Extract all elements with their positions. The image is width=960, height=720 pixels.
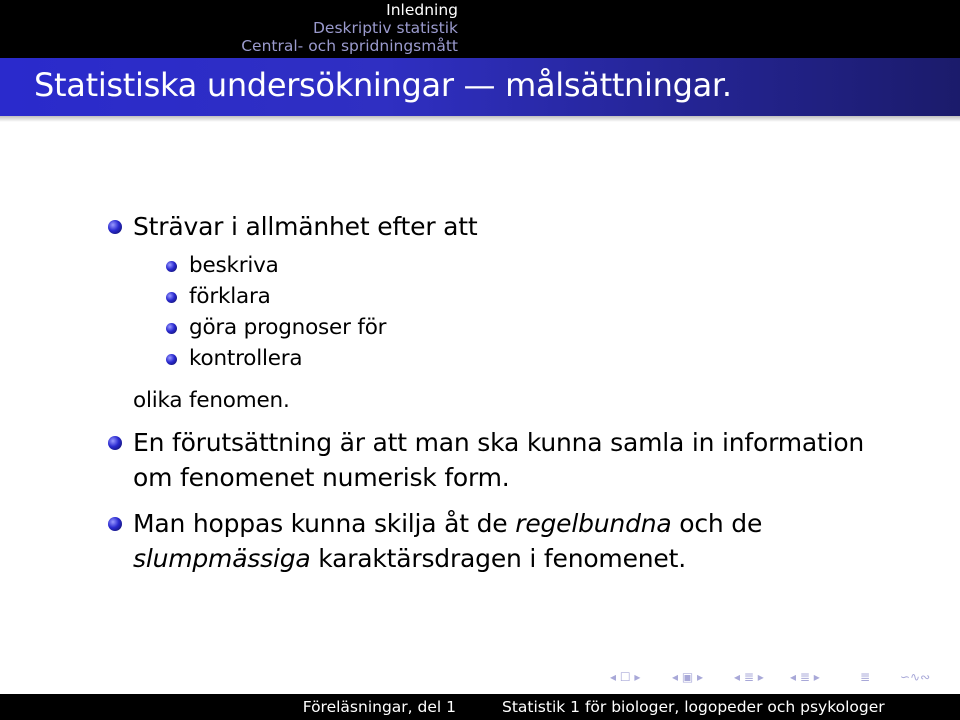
bullet-3-line-1 [133,509,762,538]
sub-bullet-ball-icon [166,323,177,334]
outline-nav-icon[interactable]: ◂ ≣ ▸ [790,670,820,684]
frame-nav-icon[interactable]: ◂ ☐ ▸ [610,670,641,684]
header-bar [0,0,960,58]
sub-item-beskriva: beskriva [189,253,279,278]
search-icon[interactable]: ∽∿∾ [900,670,931,684]
bullet-2-line-1: En förutsättning är att man ska kunna samla in information [133,428,865,457]
frame-title-bar [0,58,960,116]
subsection-nav-icon[interactable]: ◂ ▣ ▸ [672,670,704,684]
footer-course-title: Statistik 1 för biologer, logopeder och psykologer [502,698,885,716]
section-link-deskriptiv[interactable]: Deskriptiv statistik [313,19,458,37]
section-nav-icon[interactable]: ◂ ≣ ▸ [734,670,764,684]
slide-content [0,116,960,666]
bullet-3-line-2 [133,544,686,573]
bullet-3-pre: Man hoppas kunna skilja åt de [133,509,508,538]
section-navigation [0,0,480,58]
emphasis-slumpmassiga: slumpmässiga [133,544,311,573]
sub-bullet-ball-icon [166,292,177,303]
bullet-ball-icon [108,220,122,234]
frame-title: Statistiska undersökningar — målsättningar. [34,66,732,104]
bullet-3-post: och de [679,509,763,538]
bullet-3-rest: karaktärsdragen i fenomenet. [318,544,686,573]
sub-item-kontrollera: kontrollera [189,346,303,371]
footer-lecture-title: Föreläsningar, del 1 [302,698,456,716]
sub-item-prognoser: göra prognoser för [189,315,387,340]
align-icon[interactable]: ≣ [860,670,871,684]
bullet-ball-icon [108,517,122,531]
section-link-central[interactable]: Central- och spridningsmått [241,37,458,55]
bullet-ball-icon [108,436,122,450]
bullet-1-tail: olika fenomen. [133,388,290,413]
bullet-1-text: Strävar i allmänhet efter att [133,212,478,241]
footer-bar [0,694,960,720]
footer-right [480,694,960,720]
sub-bullet-ball-icon [166,261,177,272]
section-link-inledning[interactable]: Inledning [386,1,458,19]
footer-left [0,694,480,720]
navigation-symbols [600,668,960,692]
emphasis-regelbundna: regelbundna [515,509,672,538]
bullet-2-line-2: om fenomenet numerisk form. [133,463,510,492]
sub-item-forklara: förklara [189,284,271,309]
sub-bullet-ball-icon [166,354,177,365]
